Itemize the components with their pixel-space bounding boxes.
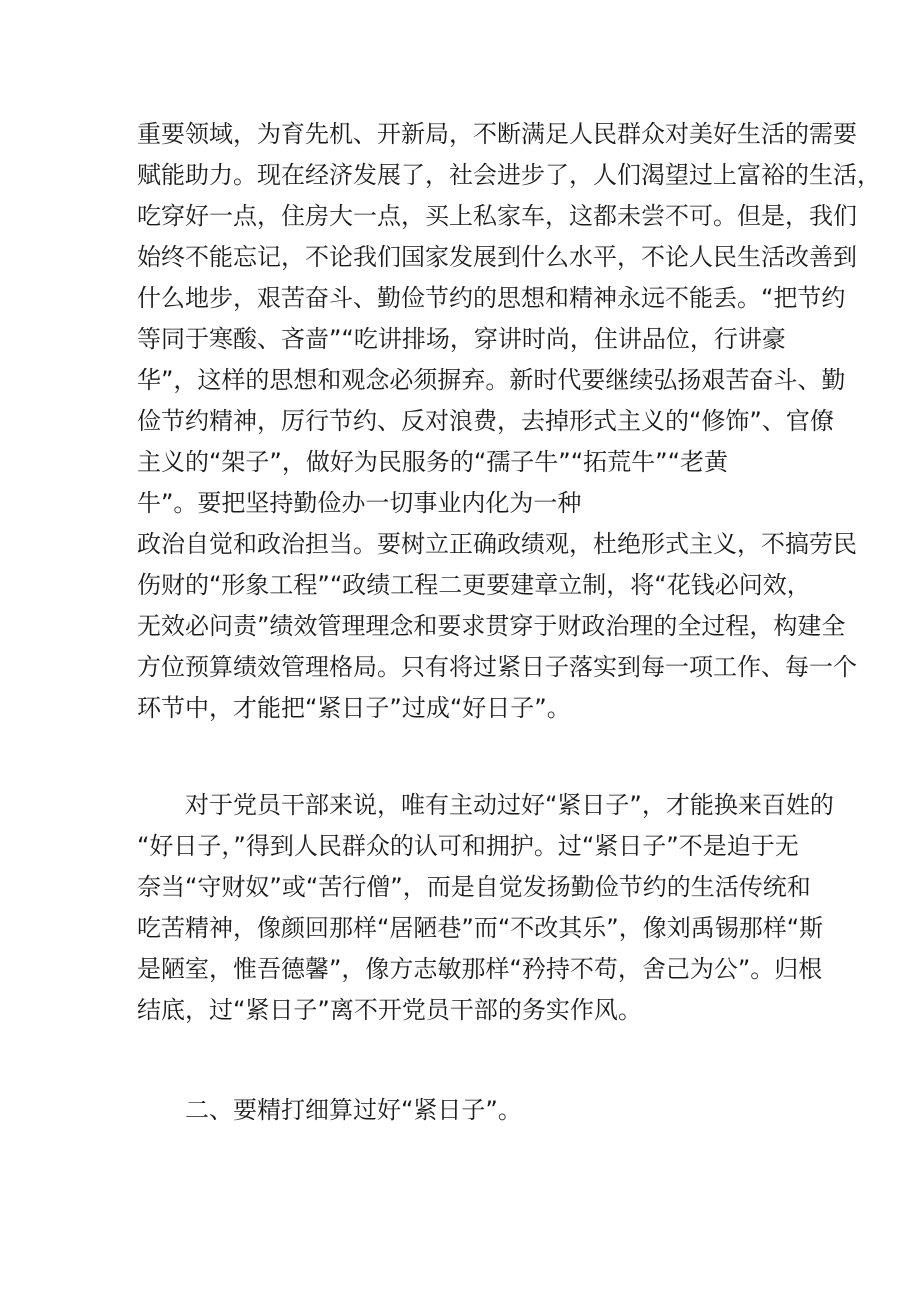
text-line: 始终不能忘记，不论我们国家发展到什么水平，不论人民生活改善到: [137, 243, 857, 271]
text-line: 奈当“守财奴”或“苦行僧”，而是自觉发扬勤俭节约的生活传统和: [137, 873, 811, 901]
text-line: 对于党员干部来说，唯有主动过好“紧日子”，才能换来百姓的: [185, 791, 834, 819]
text-line: 结底，过“紧日子”离不开党员干部的务实作风。: [137, 996, 642, 1024]
text-line: 政治自觉和政治担当。要树立正确政绩观，杜绝形式主义，不搞劳民: [137, 530, 857, 558]
text-line: 主义的“架子”，做好为民服务的“孺子牛”“拓荒牛”“老黄: [137, 448, 729, 476]
text-line: 俭节约精神，厉行节约、反对浪费，去掉形式主义的“修饰”、官僚: [137, 407, 834, 435]
section-heading: 二、要精打细算过好“紧日子”。: [185, 1096, 522, 1124]
text-line: 方位预算绩效管理格局。只有将过紧日子落实到每一项工作、每一个: [137, 653, 857, 681]
text-line: 是陋室，惟吾德馨”，像方志敏那样“矜持不苟，舍己为公”。归根: [137, 955, 823, 983]
text-line: 牛”。要把坚持勤俭办一切事业内化为一种: [137, 489, 582, 517]
text-line: 吃苦精神，像颜回那样“居陋巷”而“不改其乐”，像刘禹锡那样“斯: [137, 914, 824, 942]
text-line: 伤财的“形象工程”“政绩工程二更要建章立制，将“花钱必问效，: [137, 571, 811, 599]
text-line: 环节中，才能把“紧日子”过成“好日子”。: [137, 694, 571, 722]
text-line: 等同于寒酸、吝啬”“吃讲排场，穿讲时尚，住讲品位，行讲豪: [137, 325, 786, 353]
text-line: 华”，这样的思想和观念必须摒弃。新时代要继续弘扬艰苦奋斗、勤: [137, 366, 846, 394]
text-line: 什么地步，艰苦奋斗、勤俭节约的思想和精神永远不能丢。“把节约: [137, 284, 846, 312]
text-line: “好日子，”得到人民群众的认可和拥护。过“紧日子”不是迫于无: [137, 832, 799, 860]
text-line: 吃穿好一点，住房大一点，买上私家车，这都未尝不可。但是，我们: [137, 202, 857, 230]
text-line: 重要领域，为育先机、开新局，不断满足人民群众对美好生活的需要: [137, 120, 857, 148]
text-line: 无效必问责”绩效管理理念和要求贯穿于财政治理的全过程，构建全: [137, 612, 846, 640]
text-line: 赋能助力。现在经济发展了，社会进步了，人们渴望过上富裕的生活，: [137, 161, 881, 189]
